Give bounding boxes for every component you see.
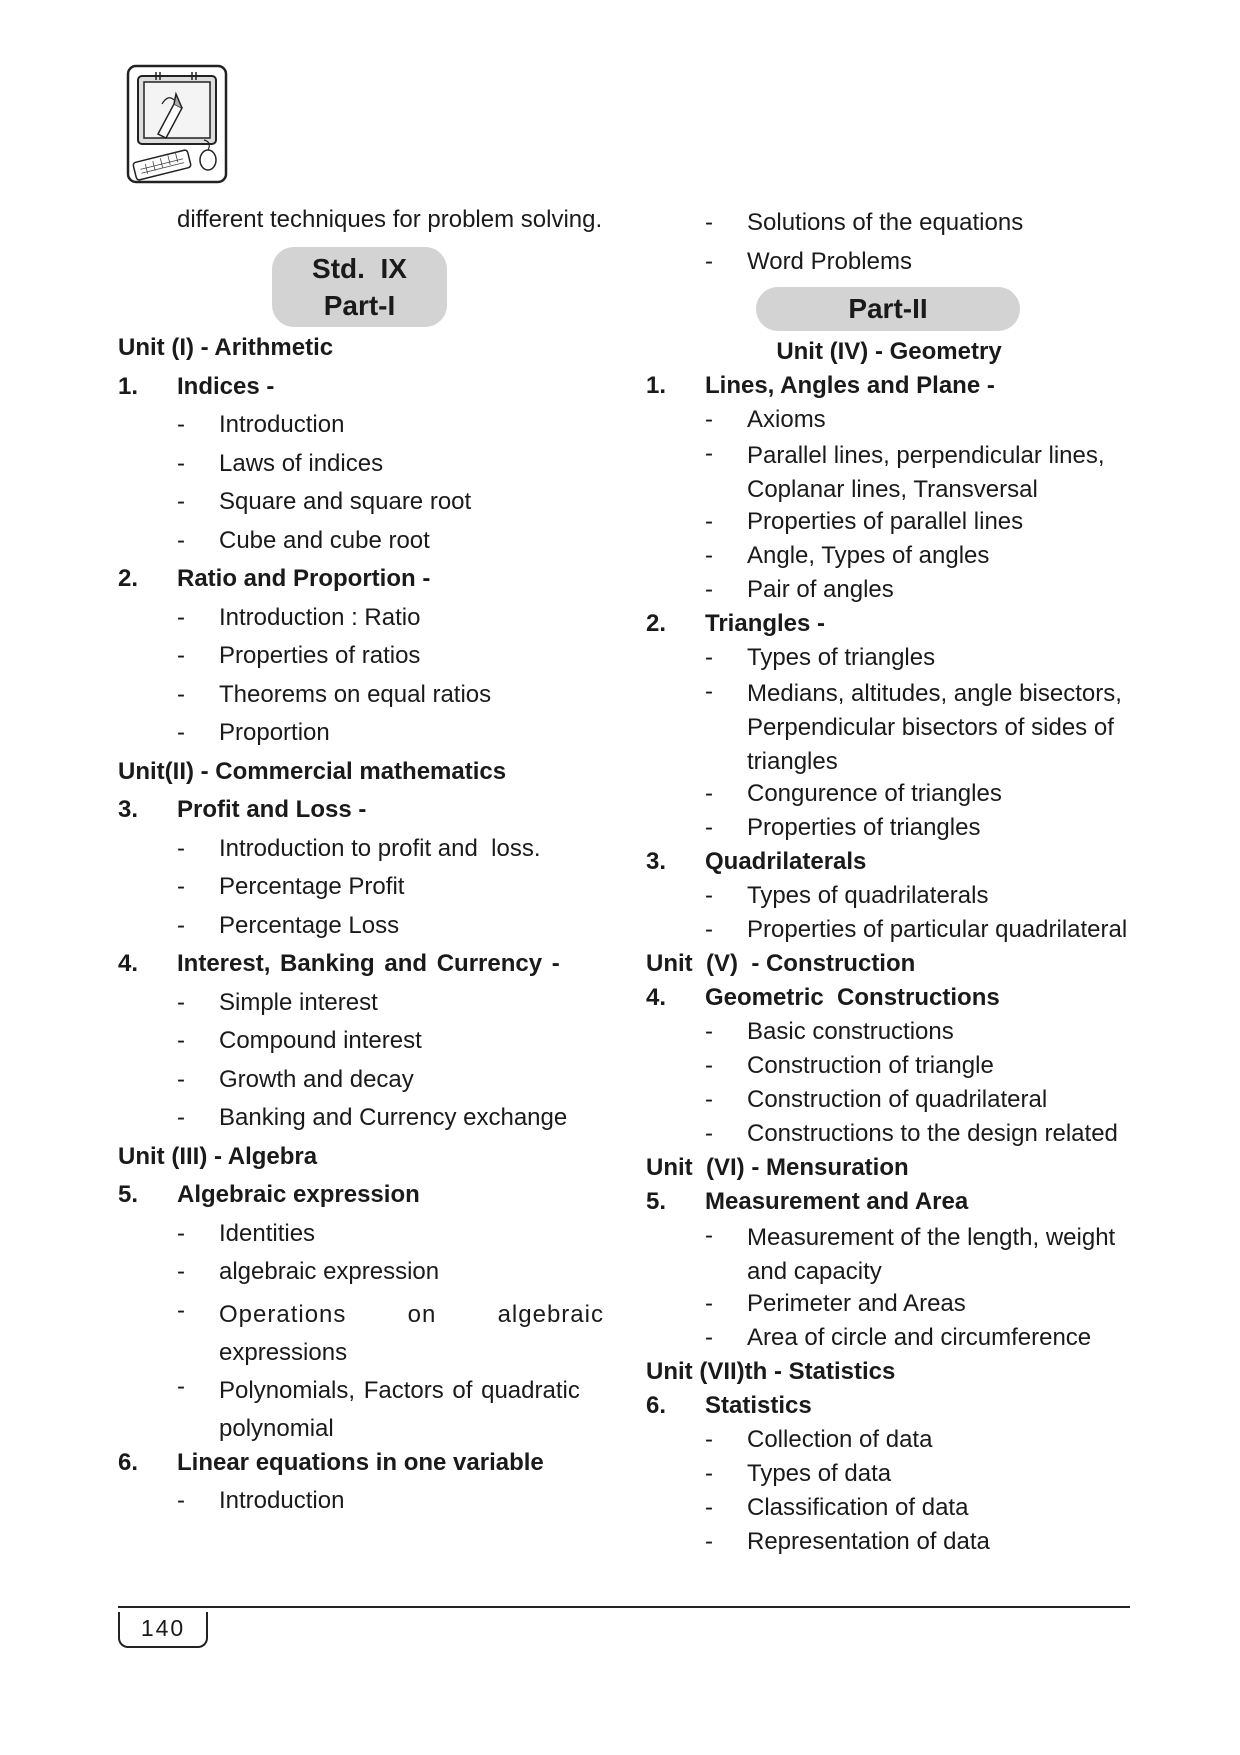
list-item-text: Properties of particular quadrilateral [747,916,1128,943]
list-item [118,1219,604,1258]
list-item-text: Compound interest [219,1027,422,1054]
list-item [646,1119,1132,1153]
list-item-text: Growth and decay [219,1065,414,1093]
list-item-text: Word Problems [747,247,912,275]
dash: - [705,406,713,433]
list-item-text: Operations [219,1300,347,1328]
list-item [118,872,604,911]
item-heading [118,564,604,603]
right-column [646,208,1132,1561]
item-title: Interest, Banking and Currency - [177,950,560,977]
list-item-text: Introduction : Ratio [219,603,421,631]
list-item-text: Percentage Profit [219,873,405,900]
list-item-text: Simple interest [219,988,378,1016]
dash: - [705,780,713,807]
item-heading [646,1391,1132,1425]
dash: - [705,1222,713,1249]
list-item [646,1425,1132,1459]
item-title: Triangles - [705,610,826,637]
list-item [646,1493,1132,1527]
list-item [118,526,604,565]
list-item [646,1289,1132,1323]
list-item [118,1372,604,1448]
dash: - [177,1065,185,1093]
item-title: Measurement and Area [705,1188,969,1215]
list-item-text: Types of data [747,1460,892,1487]
page-number: 140 [118,1612,208,1648]
dash: - [705,1290,713,1317]
dash: - [705,678,713,705]
list-item [118,834,604,873]
intro-text: different techniques for problem solving. [177,206,603,233]
item-heading [118,949,604,988]
dash: - [177,988,185,1016]
dash: - [177,526,185,554]
dash: - [705,1018,713,1045]
list-item-text: Coplanar lines, Transversal [747,476,1038,503]
list-item-text: triangles [747,748,838,775]
list-item-text: Theorems on equal ratios [219,680,492,708]
badge-part: Part-I [323,290,396,321]
item-title: Profit and Loss - [177,796,367,823]
list-item-text: Introduction to profit and loss. [219,834,541,862]
dash: - [705,882,713,909]
item-number: 5. [646,1188,667,1215]
list-item-text: Constructions to the design related [747,1120,1118,1147]
list-item-text: Identities [219,1219,316,1247]
list-item-text: Banking and Currency exchange [219,1104,568,1131]
dash: - [705,814,713,841]
dash: - [705,1086,713,1113]
dash: - [177,1296,185,1324]
list-item [118,1103,604,1142]
unit-heading: Unit (III) - Algebra [118,1142,318,1170]
list-item [646,779,1132,813]
list-item [646,881,1132,915]
list-item [646,541,1132,575]
dash: - [705,644,713,671]
list-item [646,247,1132,286]
item-number: 6. [646,1392,667,1419]
dash: - [705,1460,713,1487]
list-item [646,1221,1132,1289]
list-item-text: Polynomials, Factors of quadratic [219,1376,580,1404]
list-item [646,439,1132,507]
unit-heading: Unit (I) - Arithmetic [118,334,334,361]
list-item-text: Congurence of triangles [747,780,1002,807]
list-item-text: Construction of triangle [747,1052,994,1079]
dash: - [705,1426,713,1453]
dash: - [705,1324,713,1351]
item-number: 5. [118,1181,139,1208]
list-item [646,507,1132,541]
unit-heading: Unit (VI) - Mensuration [646,1154,909,1181]
list-item-text: Pair of angles [747,576,894,603]
dash: - [705,209,713,236]
item-heading [118,1448,604,1487]
list-item [646,1459,1132,1493]
item-number: 2. [118,565,139,592]
list-item-text: Proportion [219,719,330,746]
unit-heading: Unit (V) - Construction [646,950,916,977]
dash: - [177,680,185,708]
list-item-text: Introduction [219,411,345,438]
dash: - [177,603,185,631]
item-number: 6. [118,1448,139,1476]
list-item [646,915,1132,949]
list-item [118,718,604,757]
item-title: Algebraic expression [177,1181,420,1208]
dash: - [177,642,185,669]
dash: - [705,542,713,569]
list-item [646,575,1132,609]
item-heading [646,847,1132,881]
left-column [118,205,604,1525]
list-item-text: on [407,1300,437,1328]
dash: - [177,411,185,438]
dash: - [177,1104,185,1131]
list-item [118,487,604,526]
list-item [118,1296,604,1372]
list-item-text: Representation of data [747,1528,990,1555]
dash: - [705,1528,713,1555]
unit-heading: Unit(II) - Commercial mathematics [118,757,507,785]
item-title: Ratio and Proportion - [177,565,431,592]
item-heading [646,371,1132,405]
list-item [118,641,604,680]
list-item-text: Collection of data [747,1426,933,1453]
item-number: 4. [646,984,667,1011]
list-item-text: algebraic expression [219,1258,440,1285]
list-item-text: Classification of data [747,1494,969,1521]
list-item-text: Angle, Types of angles [747,542,990,569]
dash: - [177,1372,185,1400]
list-item-text: Laws of indices [219,449,384,477]
list-item-text: Parallel lines, perpendicular lines, [747,442,1105,469]
list-item [118,911,604,950]
list-item-text: Introduction [219,1487,345,1514]
item-number: 1. [646,372,667,399]
dash: - [177,911,185,939]
unit-heading: Unit (VII)th - Statistics [646,1358,896,1385]
dash: - [177,1219,185,1247]
item-heading [646,983,1132,1017]
list-item-text: Properties of triangles [747,814,981,841]
list-item [118,1065,604,1104]
item-heading [118,795,604,834]
item-number: 2. [646,610,667,637]
list-item [118,449,604,488]
list-item [646,813,1132,847]
dash: - [177,449,185,477]
footer-rule [118,1606,1130,1608]
list-item-text: algebraic [497,1300,604,1328]
item-heading [118,372,604,411]
list-item-text: Perpendicular bisectors of sides of [747,714,1114,741]
computer-logo-icon [126,64,228,184]
list-item [646,643,1132,677]
list-item [118,410,604,449]
list-item-text: Types of quadrilaterals [747,882,989,909]
item-title: Indices - [177,372,275,400]
item-title: Linear equations in one variable [177,1448,544,1476]
list-item [646,1323,1132,1357]
dash: - [177,488,185,515]
list-item [646,1017,1132,1051]
list-item-text: polynomial [219,1414,334,1442]
dash: - [705,916,713,943]
list-item-text: Area of circle and circumference [747,1324,1092,1351]
item-number: 4. [118,950,139,977]
item-title: Lines, Angles and Plane - [705,372,995,399]
list-item-text: Medians, altitudes, angle bisectors, [747,680,1122,707]
item-title: Geometric Constructions [705,984,1000,1011]
item-number: 1. [118,372,139,400]
item-heading [118,1180,604,1219]
item-heading [646,609,1132,643]
list-item-text: Measurement of the length, weight [747,1224,1116,1251]
list-item-text: Perimeter and Areas [747,1290,966,1317]
item-number: 3. [118,796,139,823]
list-item-text: Solutions of the equations [747,209,1024,236]
dash: - [705,1052,713,1079]
list-item [646,1527,1132,1561]
item-title: Statistics [705,1392,812,1419]
dash: - [177,834,185,862]
list-item [646,1051,1132,1085]
list-item-text: Cube and cube root [219,526,430,554]
list-item-text: Properties of parallel lines [747,508,1024,535]
dash: - [705,1120,713,1147]
item-number: 3. [646,848,667,875]
list-item [118,1486,604,1525]
list-item [118,1026,604,1065]
list-item-text: Types of triangles [747,644,936,671]
dash: - [705,247,713,275]
part-badge: Part-II [756,287,1020,331]
list-item-text: and capacity [747,1258,882,1285]
dash: - [705,440,713,467]
list-item [646,208,1132,247]
list-item [646,677,1132,779]
list-item-text: Properties of ratios [219,642,421,669]
list-item-text: Axioms [747,406,826,433]
list-item [646,1085,1132,1119]
dash: - [705,508,713,535]
list-item-text: Percentage Loss [219,911,400,939]
dash: - [177,1258,185,1285]
list-item-text: Basic constructions [747,1018,954,1045]
unit-heading: Unit (IV) - Geometry [776,338,1002,365]
std-part-badge [272,247,447,327]
dash: - [705,576,713,603]
list-item [118,1257,604,1296]
list-item [118,603,604,642]
list-item-text: expressions [219,1338,348,1366]
item-title: Quadrilaterals [705,848,867,875]
dash: - [177,1487,185,1514]
list-item [118,988,604,1027]
badge-std: Std. IX [312,253,407,284]
item-heading [646,1187,1132,1221]
list-item-text: Square and square root [219,488,472,515]
list-item [646,405,1132,439]
dash: - [177,719,185,746]
list-item [118,680,604,719]
list-item-text: Construction of quadrilateral [747,1086,1048,1113]
dash: - [177,1027,185,1054]
dash: - [705,1494,713,1521]
dash: - [177,873,185,900]
